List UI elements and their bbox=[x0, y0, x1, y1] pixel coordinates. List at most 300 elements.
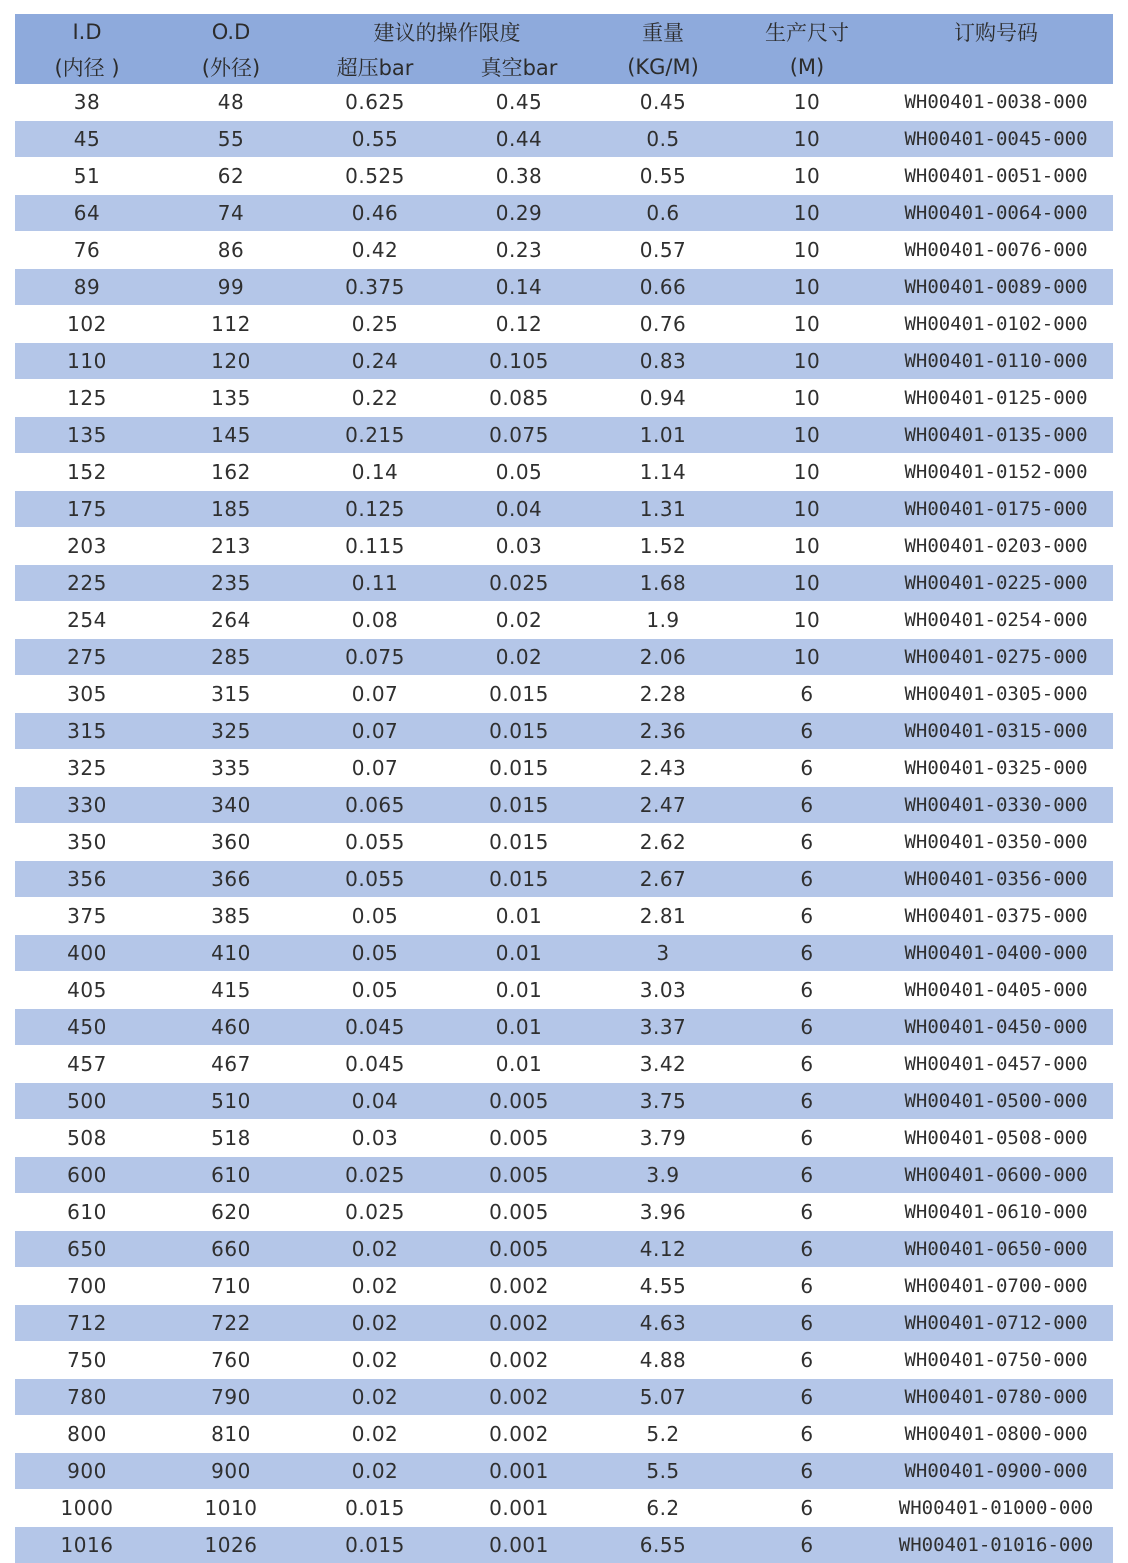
cell-order-number: WH00401-0375-000 bbox=[879, 898, 1113, 935]
table-row bbox=[15, 1416, 1113, 1453]
cell-order-number: WH00401-0152-000 bbox=[879, 454, 1113, 491]
cell-pressure: 0.02 bbox=[303, 1453, 447, 1490]
header-id-sub: (内径 ) bbox=[15, 50, 159, 84]
cell-order-number: WH00401-0102-000 bbox=[879, 306, 1113, 343]
cell-weight: 5.2 bbox=[591, 1416, 735, 1453]
header-row-1 bbox=[15, 14, 1113, 50]
cell-length: 10 bbox=[735, 417, 879, 454]
cell-length: 10 bbox=[735, 380, 879, 417]
cell-od: 86 bbox=[159, 232, 303, 269]
cell-weight: 2.62 bbox=[591, 824, 735, 861]
cell-vacuum: 0.015 bbox=[447, 861, 591, 898]
cell-od: 264 bbox=[159, 602, 303, 639]
hose-spec-table bbox=[15, 14, 1113, 1563]
cell-length: 6 bbox=[735, 1268, 879, 1305]
cell-vacuum: 0.005 bbox=[447, 1157, 591, 1194]
table-row bbox=[15, 1157, 1113, 1194]
cell-weight: 1.52 bbox=[591, 528, 735, 565]
cell-order-number: WH00401-0508-000 bbox=[879, 1120, 1113, 1157]
cell-pressure: 0.045 bbox=[303, 1046, 447, 1083]
cell-od: 385 bbox=[159, 898, 303, 935]
cell-length: 10 bbox=[735, 639, 879, 676]
cell-id: 275 bbox=[15, 639, 159, 676]
cell-id: 900 bbox=[15, 1453, 159, 1490]
table-row bbox=[15, 1120, 1113, 1157]
cell-od: 315 bbox=[159, 676, 303, 713]
cell-vacuum: 0.005 bbox=[447, 1120, 591, 1157]
table-row bbox=[15, 269, 1113, 306]
cell-order-number: WH00401-0330-000 bbox=[879, 787, 1113, 824]
table-row bbox=[15, 1305, 1113, 1342]
cell-vacuum: 0.075 bbox=[447, 417, 591, 454]
table-row bbox=[15, 898, 1113, 935]
table-row bbox=[15, 935, 1113, 972]
cell-weight: 4.12 bbox=[591, 1231, 735, 1268]
cell-vacuum: 0.005 bbox=[447, 1194, 591, 1231]
header-row-2 bbox=[15, 50, 1113, 84]
cell-pressure: 0.05 bbox=[303, 898, 447, 935]
cell-id: 152 bbox=[15, 454, 159, 491]
cell-order-number: WH00401-01016-000 bbox=[879, 1527, 1113, 1563]
table-row bbox=[15, 713, 1113, 750]
table-header bbox=[15, 14, 1113, 84]
cell-length: 10 bbox=[735, 528, 879, 565]
cell-pressure: 0.015 bbox=[303, 1490, 447, 1527]
cell-length: 6 bbox=[735, 1305, 879, 1342]
cell-id: 102 bbox=[15, 306, 159, 343]
table-row bbox=[15, 1009, 1113, 1046]
cell-od: 340 bbox=[159, 787, 303, 824]
cell-length: 6 bbox=[735, 935, 879, 972]
cell-weight: 2.81 bbox=[591, 898, 735, 935]
cell-vacuum: 0.015 bbox=[447, 750, 591, 787]
table-row bbox=[15, 1490, 1113, 1527]
cell-pressure: 0.055 bbox=[303, 824, 447, 861]
cell-od: 810 bbox=[159, 1416, 303, 1453]
cell-weight: 0.66 bbox=[591, 269, 735, 306]
cell-vacuum: 0.23 bbox=[447, 232, 591, 269]
cell-id: 76 bbox=[15, 232, 159, 269]
cell-id: 780 bbox=[15, 1379, 159, 1416]
header-od-sub: (外径) bbox=[159, 50, 303, 84]
cell-length: 6 bbox=[735, 1490, 879, 1527]
cell-order-number: WH00401-0051-000 bbox=[879, 158, 1113, 195]
cell-order-number: WH00401-0900-000 bbox=[879, 1453, 1113, 1490]
cell-vacuum: 0.002 bbox=[447, 1305, 591, 1342]
cell-id: 203 bbox=[15, 528, 159, 565]
table-row bbox=[15, 824, 1113, 861]
cell-vacuum: 0.085 bbox=[447, 380, 591, 417]
cell-length: 10 bbox=[735, 232, 879, 269]
table-row bbox=[15, 1268, 1113, 1305]
cell-od: 145 bbox=[159, 417, 303, 454]
table-row bbox=[15, 1231, 1113, 1268]
cell-vacuum: 0.015 bbox=[447, 676, 591, 713]
cell-pressure: 0.14 bbox=[303, 454, 447, 491]
cell-weight: 1.9 bbox=[591, 602, 735, 639]
cell-pressure: 0.055 bbox=[303, 861, 447, 898]
header-pressure: 超压bar bbox=[303, 50, 447, 84]
cell-length: 6 bbox=[735, 1416, 879, 1453]
cell-length: 6 bbox=[735, 972, 879, 1009]
cell-id: 225 bbox=[15, 565, 159, 602]
cell-order-number: WH00401-0225-000 bbox=[879, 565, 1113, 602]
table-row bbox=[15, 121, 1113, 158]
cell-id: 700 bbox=[15, 1268, 159, 1305]
table-row bbox=[15, 1046, 1113, 1083]
cell-weight: 3.96 bbox=[591, 1194, 735, 1231]
cell-order-number: WH00401-0089-000 bbox=[879, 269, 1113, 306]
table-row bbox=[15, 195, 1113, 232]
cell-pressure: 0.075 bbox=[303, 639, 447, 676]
cell-order-number: WH00401-0450-000 bbox=[879, 1009, 1113, 1046]
cell-pressure: 0.625 bbox=[303, 84, 447, 121]
cell-od: 460 bbox=[159, 1009, 303, 1046]
cell-od: 760 bbox=[159, 1342, 303, 1379]
cell-order-number: WH00401-0135-000 bbox=[879, 417, 1113, 454]
cell-weight: 4.63 bbox=[591, 1305, 735, 1342]
cell-id: 350 bbox=[15, 824, 159, 861]
cell-length: 6 bbox=[735, 1009, 879, 1046]
cell-id: 330 bbox=[15, 787, 159, 824]
header-weight: 重量 bbox=[591, 14, 735, 50]
table-row bbox=[15, 1194, 1113, 1231]
cell-length: 6 bbox=[735, 1046, 879, 1083]
table-row bbox=[15, 158, 1113, 195]
table-row bbox=[15, 639, 1113, 676]
cell-id: 712 bbox=[15, 1305, 159, 1342]
cell-length: 6 bbox=[735, 861, 879, 898]
cell-id: 500 bbox=[15, 1083, 159, 1120]
table-row bbox=[15, 861, 1113, 898]
cell-od: 710 bbox=[159, 1268, 303, 1305]
cell-order-number: WH00401-0610-000 bbox=[879, 1194, 1113, 1231]
cell-order-number: WH00401-0600-000 bbox=[879, 1157, 1113, 1194]
table-row bbox=[15, 1453, 1113, 1490]
cell-order-number: WH00401-0110-000 bbox=[879, 343, 1113, 380]
header-production-length: 生产尺寸 bbox=[735, 14, 879, 50]
table-row bbox=[15, 676, 1113, 713]
cell-weight: 4.88 bbox=[591, 1342, 735, 1379]
cell-pressure: 0.02 bbox=[303, 1342, 447, 1379]
cell-order-number: WH00401-0038-000 bbox=[879, 84, 1113, 121]
cell-id: 1000 bbox=[15, 1490, 159, 1527]
cell-weight: 2.43 bbox=[591, 750, 735, 787]
cell-weight: 3.9 bbox=[591, 1157, 735, 1194]
cell-id: 64 bbox=[15, 195, 159, 232]
cell-vacuum: 0.01 bbox=[447, 898, 591, 935]
cell-pressure: 0.22 bbox=[303, 380, 447, 417]
table-row bbox=[15, 84, 1113, 121]
cell-pressure: 0.05 bbox=[303, 935, 447, 972]
cell-order-number: WH00401-0175-000 bbox=[879, 491, 1113, 528]
cell-od: 99 bbox=[159, 269, 303, 306]
cell-od: 55 bbox=[159, 121, 303, 158]
table-row bbox=[15, 417, 1113, 454]
header-od: O.D bbox=[159, 14, 303, 50]
table-row bbox=[15, 1527, 1113, 1563]
cell-od: 467 bbox=[159, 1046, 303, 1083]
cell-od: 62 bbox=[159, 158, 303, 195]
cell-id: 457 bbox=[15, 1046, 159, 1083]
cell-length: 6 bbox=[735, 1157, 879, 1194]
header-length-unit: (M) bbox=[735, 50, 879, 84]
cell-weight: 1.68 bbox=[591, 565, 735, 602]
cell-pressure: 0.525 bbox=[303, 158, 447, 195]
cell-id: 650 bbox=[15, 1231, 159, 1268]
cell-od: 610 bbox=[159, 1157, 303, 1194]
cell-pressure: 0.25 bbox=[303, 306, 447, 343]
cell-weight: 3.75 bbox=[591, 1083, 735, 1120]
cell-vacuum: 0.12 bbox=[447, 306, 591, 343]
cell-id: 305 bbox=[15, 676, 159, 713]
cell-order-number: WH00401-0400-000 bbox=[879, 935, 1113, 972]
cell-vacuum: 0.01 bbox=[447, 1046, 591, 1083]
cell-vacuum: 0.001 bbox=[447, 1453, 591, 1490]
cell-length: 10 bbox=[735, 158, 879, 195]
table-row bbox=[15, 1379, 1113, 1416]
cell-order-number: WH00401-01000-000 bbox=[879, 1490, 1113, 1527]
cell-id: 45 bbox=[15, 121, 159, 158]
cell-od: 510 bbox=[159, 1083, 303, 1120]
cell-pressure: 0.05 bbox=[303, 972, 447, 1009]
cell-order-number: WH00401-0350-000 bbox=[879, 824, 1113, 861]
cell-vacuum: 0.01 bbox=[447, 935, 591, 972]
cell-id: 135 bbox=[15, 417, 159, 454]
table-row bbox=[15, 565, 1113, 602]
cell-length: 10 bbox=[735, 269, 879, 306]
table-row bbox=[15, 232, 1113, 269]
cell-order-number: WH00401-0750-000 bbox=[879, 1342, 1113, 1379]
cell-vacuum: 0.03 bbox=[447, 528, 591, 565]
cell-od: 518 bbox=[159, 1120, 303, 1157]
cell-od: 1026 bbox=[159, 1527, 303, 1563]
cell-vacuum: 0.44 bbox=[447, 121, 591, 158]
cell-length: 6 bbox=[735, 787, 879, 824]
cell-order-number: WH00401-0780-000 bbox=[879, 1379, 1113, 1416]
cell-order-number: WH00401-0125-000 bbox=[879, 380, 1113, 417]
cell-length: 10 bbox=[735, 454, 879, 491]
cell-pressure: 0.46 bbox=[303, 195, 447, 232]
cell-length: 10 bbox=[735, 121, 879, 158]
table-row bbox=[15, 1342, 1113, 1379]
table-row bbox=[15, 454, 1113, 491]
cell-pressure: 0.02 bbox=[303, 1416, 447, 1453]
cell-id: 175 bbox=[15, 491, 159, 528]
cell-weight: 5.5 bbox=[591, 1453, 735, 1490]
cell-od: 112 bbox=[159, 306, 303, 343]
header-order-number: 订购号码 bbox=[879, 14, 1113, 50]
cell-vacuum: 0.01 bbox=[447, 1009, 591, 1046]
cell-weight: 1.01 bbox=[591, 417, 735, 454]
cell-length: 6 bbox=[735, 1527, 879, 1563]
cell-id: 600 bbox=[15, 1157, 159, 1194]
cell-id: 51 bbox=[15, 158, 159, 195]
cell-od: 722 bbox=[159, 1305, 303, 1342]
cell-weight: 0.76 bbox=[591, 306, 735, 343]
cell-pressure: 0.11 bbox=[303, 565, 447, 602]
cell-length: 6 bbox=[735, 713, 879, 750]
table-row bbox=[15, 380, 1113, 417]
table-row bbox=[15, 1083, 1113, 1120]
cell-order-number: WH00401-0325-000 bbox=[879, 750, 1113, 787]
cell-od: 135 bbox=[159, 380, 303, 417]
cell-vacuum: 0.015 bbox=[447, 824, 591, 861]
cell-vacuum: 0.02 bbox=[447, 602, 591, 639]
cell-length: 6 bbox=[735, 1342, 879, 1379]
cell-weight: 2.28 bbox=[591, 676, 735, 713]
cell-id: 89 bbox=[15, 269, 159, 306]
cell-weight: 0.45 bbox=[591, 84, 735, 121]
spec-sheet bbox=[15, 14, 1113, 1563]
cell-id: 400 bbox=[15, 935, 159, 972]
cell-vacuum: 0.015 bbox=[447, 787, 591, 824]
cell-od: 74 bbox=[159, 195, 303, 232]
cell-pressure: 0.02 bbox=[303, 1305, 447, 1342]
cell-order-number: WH00401-0800-000 bbox=[879, 1416, 1113, 1453]
cell-pressure: 0.025 bbox=[303, 1194, 447, 1231]
table-row bbox=[15, 602, 1113, 639]
cell-od: 415 bbox=[159, 972, 303, 1009]
cell-vacuum: 0.002 bbox=[447, 1342, 591, 1379]
cell-length: 6 bbox=[735, 750, 879, 787]
cell-length: 10 bbox=[735, 343, 879, 380]
cell-id: 38 bbox=[15, 84, 159, 121]
cell-weight: 0.55 bbox=[591, 158, 735, 195]
cell-pressure: 0.02 bbox=[303, 1268, 447, 1305]
cell-weight: 3 bbox=[591, 935, 735, 972]
table-row bbox=[15, 528, 1113, 565]
cell-pressure: 0.24 bbox=[303, 343, 447, 380]
cell-id: 125 bbox=[15, 380, 159, 417]
cell-od: 410 bbox=[159, 935, 303, 972]
cell-od: 1010 bbox=[159, 1490, 303, 1527]
cell-pressure: 0.08 bbox=[303, 602, 447, 639]
cell-weight: 2.36 bbox=[591, 713, 735, 750]
cell-weight: 3.79 bbox=[591, 1120, 735, 1157]
cell-vacuum: 0.001 bbox=[447, 1527, 591, 1563]
cell-vacuum: 0.005 bbox=[447, 1231, 591, 1268]
cell-od: 162 bbox=[159, 454, 303, 491]
table-row bbox=[15, 787, 1113, 824]
cell-weight: 0.83 bbox=[591, 343, 735, 380]
cell-od: 48 bbox=[159, 84, 303, 121]
cell-od: 366 bbox=[159, 861, 303, 898]
cell-vacuum: 0.005 bbox=[447, 1083, 591, 1120]
cell-length: 6 bbox=[735, 1083, 879, 1120]
cell-id: 450 bbox=[15, 1009, 159, 1046]
cell-length: 6 bbox=[735, 824, 879, 861]
header-weight-unit: (KG/M) bbox=[591, 50, 735, 84]
cell-pressure: 0.125 bbox=[303, 491, 447, 528]
cell-pressure: 0.03 bbox=[303, 1120, 447, 1157]
cell-id: 375 bbox=[15, 898, 159, 935]
cell-weight: 2.06 bbox=[591, 639, 735, 676]
cell-id: 356 bbox=[15, 861, 159, 898]
cell-weight: 3.37 bbox=[591, 1009, 735, 1046]
cell-vacuum: 0.015 bbox=[447, 713, 591, 750]
cell-order-number: WH00401-0650-000 bbox=[879, 1231, 1113, 1268]
cell-vacuum: 0.38 bbox=[447, 158, 591, 195]
cell-od: 335 bbox=[159, 750, 303, 787]
cell-length: 10 bbox=[735, 491, 879, 528]
cell-od: 620 bbox=[159, 1194, 303, 1231]
cell-pressure: 0.065 bbox=[303, 787, 447, 824]
cell-length: 6 bbox=[735, 1379, 879, 1416]
cell-order-number: WH00401-0712-000 bbox=[879, 1305, 1113, 1342]
cell-pressure: 0.015 bbox=[303, 1527, 447, 1563]
cell-vacuum: 0.04 bbox=[447, 491, 591, 528]
cell-od: 325 bbox=[159, 713, 303, 750]
cell-id: 1016 bbox=[15, 1527, 159, 1563]
cell-od: 185 bbox=[159, 491, 303, 528]
cell-weight: 2.47 bbox=[591, 787, 735, 824]
cell-weight: 1.31 bbox=[591, 491, 735, 528]
cell-pressure: 0.42 bbox=[303, 232, 447, 269]
cell-vacuum: 0.05 bbox=[447, 454, 591, 491]
cell-pressure: 0.07 bbox=[303, 676, 447, 713]
cell-order-number: WH00401-0064-000 bbox=[879, 195, 1113, 232]
table-row bbox=[15, 343, 1113, 380]
cell-length: 10 bbox=[735, 84, 879, 121]
cell-id: 315 bbox=[15, 713, 159, 750]
cell-pressure: 0.215 bbox=[303, 417, 447, 454]
cell-weight: 1.14 bbox=[591, 454, 735, 491]
cell-vacuum: 0.025 bbox=[447, 565, 591, 602]
cell-order-number: WH00401-0305-000 bbox=[879, 676, 1113, 713]
cell-pressure: 0.04 bbox=[303, 1083, 447, 1120]
cell-od: 360 bbox=[159, 824, 303, 861]
cell-weight: 2.67 bbox=[591, 861, 735, 898]
cell-length: 10 bbox=[735, 602, 879, 639]
cell-length: 6 bbox=[735, 1194, 879, 1231]
cell-id: 508 bbox=[15, 1120, 159, 1157]
cell-od: 120 bbox=[159, 343, 303, 380]
cell-od: 900 bbox=[159, 1453, 303, 1490]
cell-id: 750 bbox=[15, 1342, 159, 1379]
cell-pressure: 0.025 bbox=[303, 1157, 447, 1194]
cell-weight: 6.2 bbox=[591, 1490, 735, 1527]
cell-id: 110 bbox=[15, 343, 159, 380]
cell-weight: 4.55 bbox=[591, 1268, 735, 1305]
cell-order-number: WH00401-0457-000 bbox=[879, 1046, 1113, 1083]
cell-od: 235 bbox=[159, 565, 303, 602]
cell-pressure: 0.02 bbox=[303, 1379, 447, 1416]
cell-order-number: WH00401-0275-000 bbox=[879, 639, 1113, 676]
cell-length: 10 bbox=[735, 195, 879, 232]
cell-weight: 0.94 bbox=[591, 380, 735, 417]
cell-order-number: WH00401-0405-000 bbox=[879, 972, 1113, 1009]
cell-weight: 0.5 bbox=[591, 121, 735, 158]
cell-vacuum: 0.002 bbox=[447, 1268, 591, 1305]
header-operating-limits: 建议的操作限度 bbox=[303, 14, 591, 50]
cell-length: 6 bbox=[735, 1120, 879, 1157]
cell-order-number: WH00401-0254-000 bbox=[879, 602, 1113, 639]
cell-id: 800 bbox=[15, 1416, 159, 1453]
cell-vacuum: 0.01 bbox=[447, 972, 591, 1009]
header-order-blank bbox=[879, 50, 1113, 84]
table-row bbox=[15, 306, 1113, 343]
cell-vacuum: 0.001 bbox=[447, 1490, 591, 1527]
cell-id: 254 bbox=[15, 602, 159, 639]
cell-vacuum: 0.14 bbox=[447, 269, 591, 306]
cell-length: 10 bbox=[735, 565, 879, 602]
cell-length: 6 bbox=[735, 898, 879, 935]
cell-order-number: WH00401-0076-000 bbox=[879, 232, 1113, 269]
cell-od: 660 bbox=[159, 1231, 303, 1268]
cell-order-number: WH00401-0700-000 bbox=[879, 1268, 1113, 1305]
cell-pressure: 0.07 bbox=[303, 750, 447, 787]
